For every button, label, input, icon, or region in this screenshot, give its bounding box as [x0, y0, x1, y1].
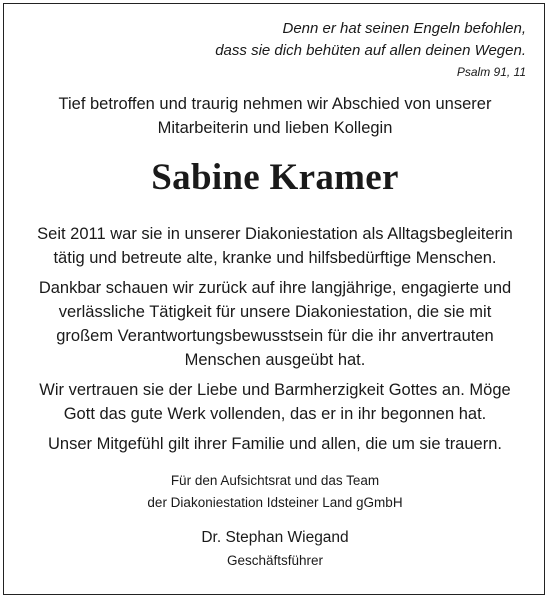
paragraph-line: Unser Mitgefühl gilt ihrer Familie und allen, die um sie trauern.	[48, 435, 502, 453]
paragraph-line: Seit 2011 war sie in unserer Diakoniestation als Alltagsbegleiterin	[37, 225, 513, 243]
intro-line-1: Tief betroffen und traurig nehmen wir Abschied von unserer	[58, 95, 492, 113]
paragraph-line: Dankbar schauen wir zurück auf ihre langjährige, engagierte und	[38, 279, 512, 297]
verse-line-1: Denn er hat seinen Engeln befohlen,	[282, 20, 526, 37]
paragraph-faith	[10, 378, 540, 426]
signature-organization	[10, 470, 540, 514]
paragraph-line: Gott das gute Werk vollenden, das er in ihr begonnen hat.	[63, 405, 487, 423]
paragraph-condolence	[10, 432, 540, 456]
signature-line-1: Für den Aufsichtsrat und das Team	[170, 473, 380, 488]
intro-text	[10, 92, 540, 140]
deceased-name: Sabine Kramer	[151, 157, 399, 198]
bible-verse	[215, 18, 526, 80]
verse-line-2: dass sie dich behüten auf allen deinen Wegen.	[215, 42, 526, 59]
paragraph-line: Wir vertrauen sie der Liebe und Barmherzigkeit Gottes an. Möge	[39, 381, 511, 399]
intro-line-2: Mitarbeiterin und lieben Kollegin	[157, 119, 393, 137]
paragraph-gratitude	[10, 276, 540, 372]
paragraph-line: verlässliche Tätigkeit für unsere Diakoniestation, die sie mit	[58, 303, 492, 321]
paragraph-line: Menschen ausgeübt hat.	[184, 351, 366, 369]
signer-name: Dr. Stephan Wiegand	[201, 529, 349, 546]
paragraph-tenure	[10, 222, 540, 270]
signature-line-2: der Diakoniestation Idsteiner Land gGmbH	[147, 495, 403, 510]
verse-reference: Psalm 91, 11	[456, 65, 526, 79]
paragraph-line: tätig und betreute alte, kranke und hilfsbedürftige Menschen.	[53, 249, 497, 267]
signer-role: Geschäftsführer	[226, 553, 324, 568]
paragraph-line: großem Verantwortungsbewusstsein für die ihr anvertrauten	[56, 327, 494, 345]
